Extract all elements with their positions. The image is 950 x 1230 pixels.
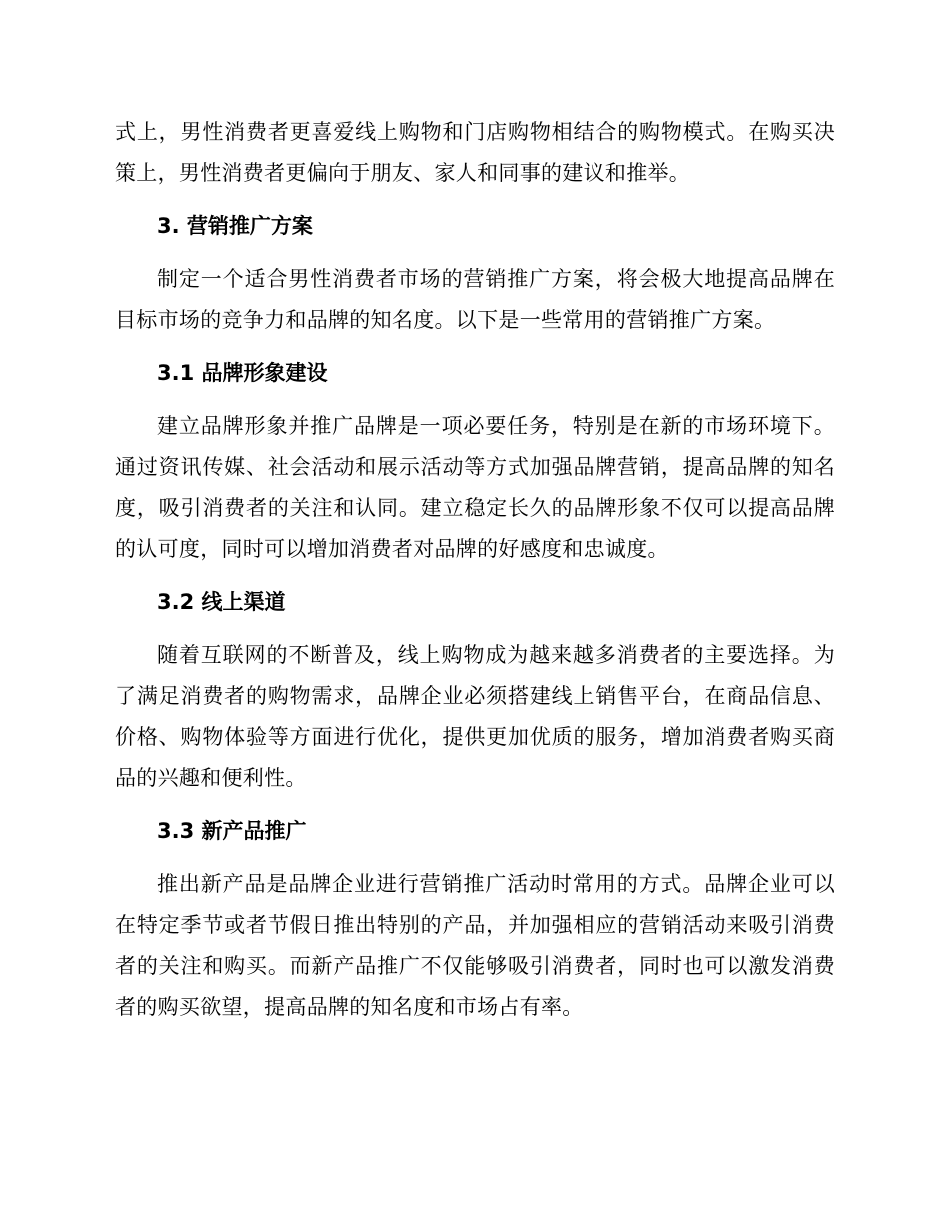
paragraph-continuation: 式上，男性消费者更喜爱线上购物和门店购物相结合的购物模式。在购买决策上，男性消费者更偏向于朋友、家人和同事的建议和推举。 [115,120,835,185]
section-heading-3: 3. 营销推广方案 [157,214,313,238]
section-heading-3-3: 3.3 新产品推广 [157,819,307,843]
paragraph-brand-image: 建立品牌形象并推广品牌是一项必要任务，特别是在新的市场环境下。通过资讯传媒、社会活动和展示活动等方式加强品牌营销，提高品牌的知名度，吸引消费者的关注和认同。建立稳定长久的品牌形象不仅可以提高品牌的认可度，同时可以增加消费者对品牌的好感度和忠诚度。 [115,414,835,561]
section-heading-3-1: 3.1 品牌形象建设 [157,361,328,385]
paragraph-marketing-intro: 制定一个适合男性消费者市场的营销推广方案，将会极大地提高品牌在目标市场的竞争力和品牌的知名度。以下是一些常用的营销推广方案。 [115,267,835,332]
section-heading-3-2: 3.2 线上渠道 [157,590,286,614]
paragraph-new-product: 推出新产品是品牌企业进行营销推广活动时常用的方式。品牌企业可以在特定季节或者节假日推出特别的产品，并加强相应的营销活动来吸引消费者的关注和购买。而新产品推广不仅能够吸引消费者，同时也可以激发消费者的购买欲望，提高品牌的知名度和市场占有率。 [115,872,835,1019]
paragraph-online-channel: 随着互联网的不断普及，线上购物成为越来越多消费者的主要选择。为了满足消费者的购物需求，品牌企业必须搭建线上销售平台，在商品信息、价格、购物体验等方面进行优化，提供更加优质的服务，增加消费者购买商品的兴趣和便利性。 [115,643,835,790]
